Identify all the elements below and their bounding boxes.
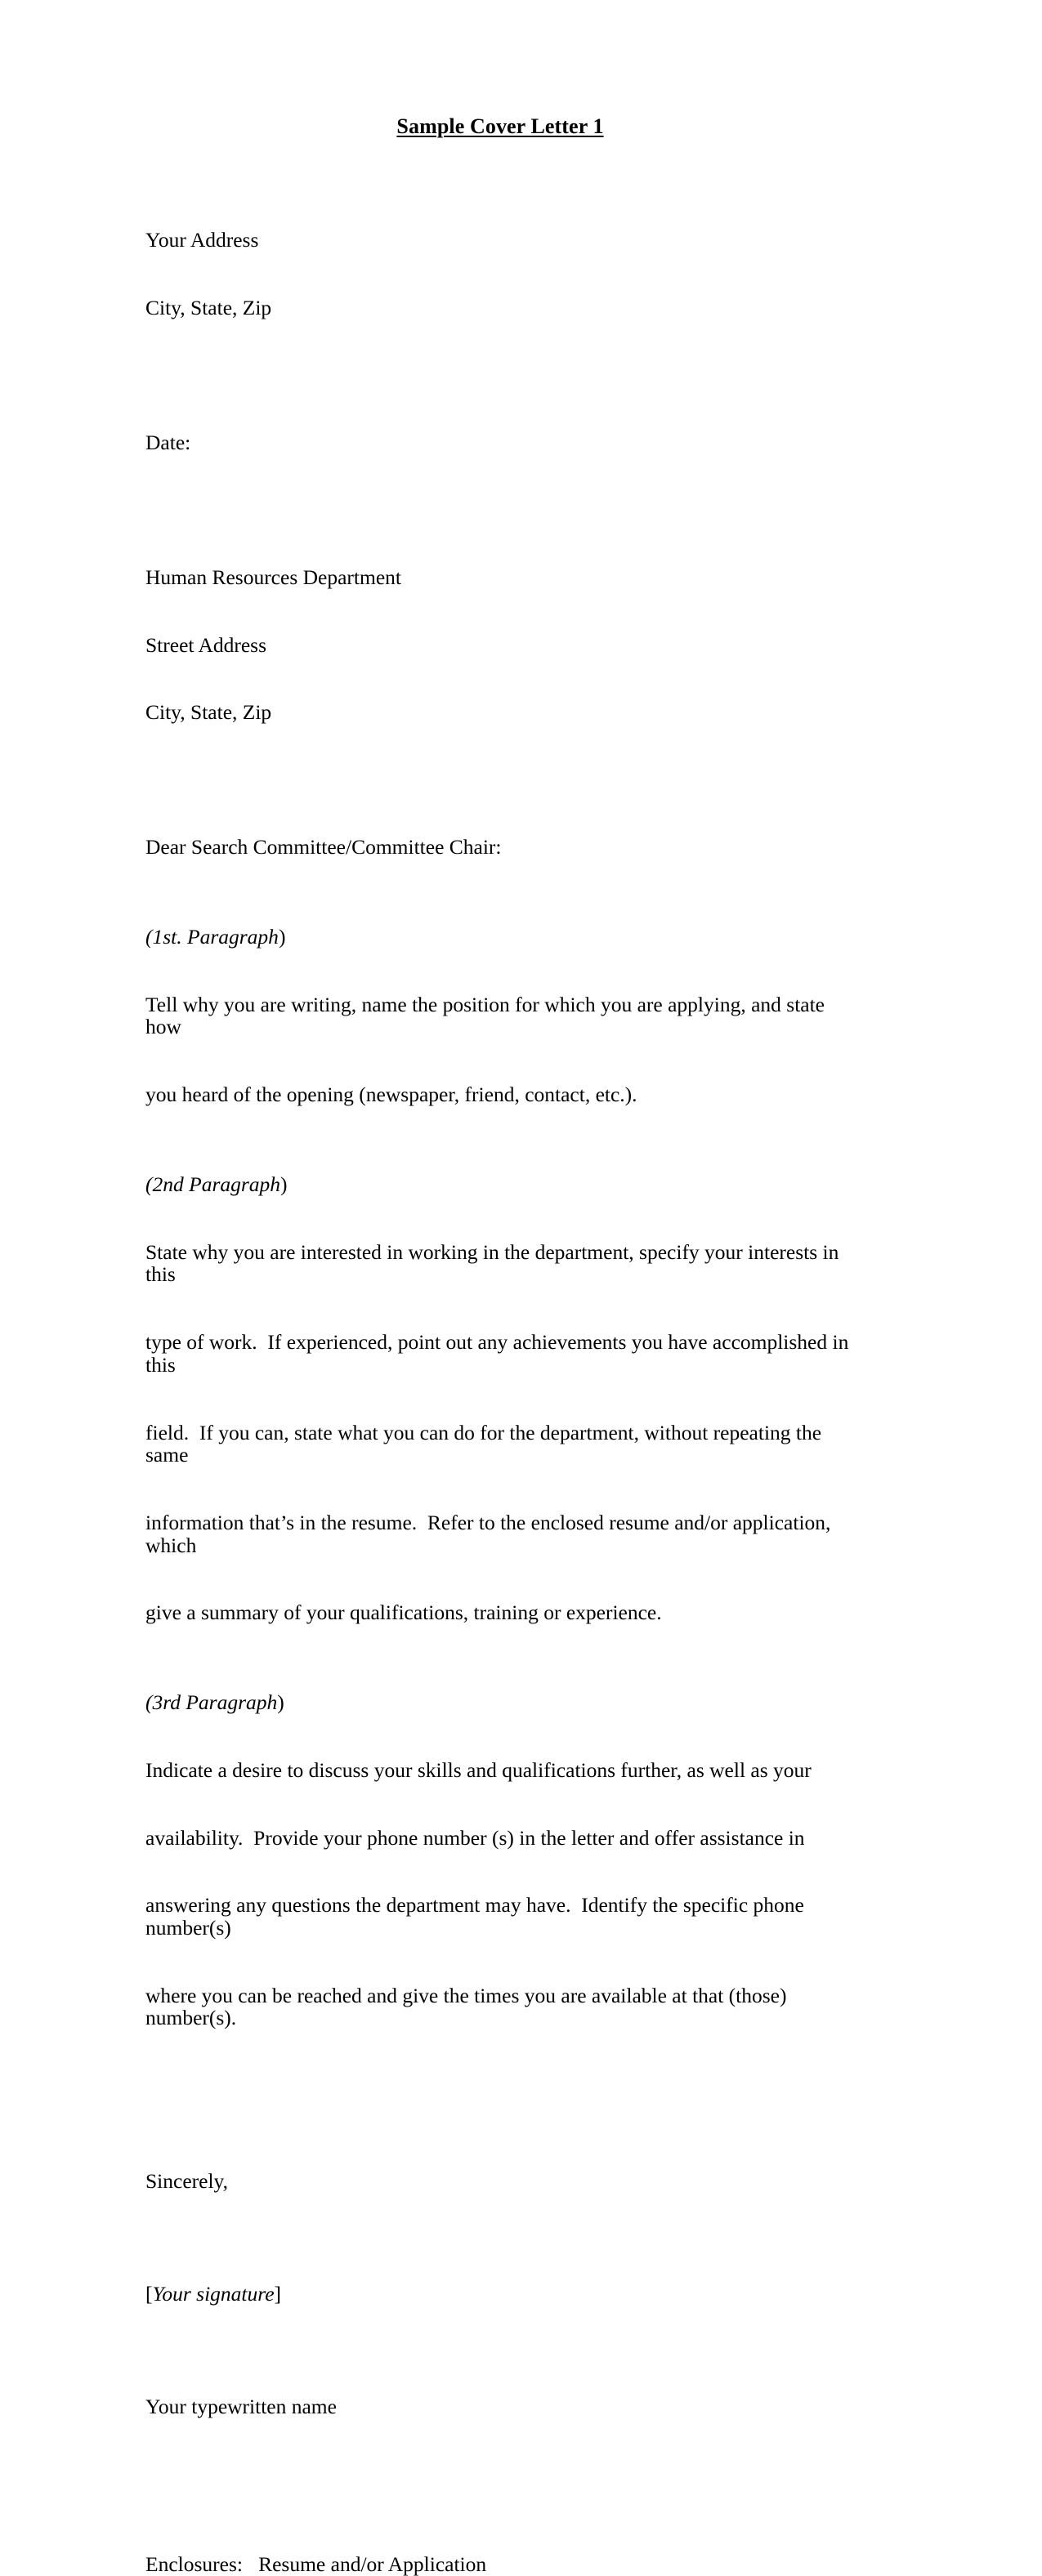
paragraph-1-line-1: Tell why you are writing, name the position for which you are applying, and state how bbox=[145, 992, 830, 1039]
page-title-text: Sample Cover Letter 1 bbox=[396, 114, 604, 138]
paragraph-3-heading-close-paren: ) bbox=[277, 1690, 284, 1715]
spacer-after-salutation bbox=[145, 904, 855, 926]
paragraph-2 bbox=[145, 1173, 855, 1669]
page-title bbox=[145, 0, 855, 139]
spacer-before-signature bbox=[145, 2238, 855, 2283]
spacer-after-title bbox=[145, 139, 855, 184]
paragraph-3-line-3: answering any questions the department may have. Identify the specific phone number(s) bbox=[145, 1893, 810, 1940]
paragraph-1-line-2: you heard of the opening (newspaper, friend, contact, etc.). bbox=[145, 1083, 637, 1107]
spacer-before-typed-name bbox=[145, 2306, 855, 2351]
paragraph-1-heading-text: (1st. Paragraph bbox=[145, 925, 279, 949]
paragraph-3-heading bbox=[145, 1691, 855, 1714]
paragraph-3-line-2: availability. Provide your phone number (s) in the letter and offer assistance in bbox=[145, 1825, 805, 1850]
typewritten-name-text: Your typewritten name bbox=[145, 2394, 337, 2418]
paragraph-1-heading bbox=[145, 926, 855, 949]
paragraph-3-line-1: Indicate a desire to discuss your skills and qualifications further, as well as your bbox=[145, 1757, 812, 1782]
signature-placeholder bbox=[145, 2283, 855, 2306]
closing-text: Sincerely, bbox=[145, 2169, 229, 2194]
recipient-address-line-3: City, State, Zip bbox=[145, 700, 272, 725]
paragraph-3-body bbox=[145, 1714, 855, 2075]
paragraph-2-line-2: type of work. If experienced, point out any achievements you have accomplished in this bbox=[145, 1330, 854, 1377]
paragraph-3-heading-text: (3rd Paragraph bbox=[145, 1690, 278, 1715]
closing bbox=[145, 2125, 855, 2238]
paragraph-2-heading bbox=[145, 1173, 855, 1196]
signature-open-bracket: [ bbox=[145, 2282, 153, 2306]
paragraph-2-line-1: State why you are interested in working in the department, specify your interests in this bbox=[145, 1239, 844, 1287]
recipient-address-line-2: Street Address bbox=[145, 632, 267, 657]
paragraph-1-body bbox=[145, 949, 855, 1151]
recipient-address-line-1: Human Resources Department bbox=[145, 565, 401, 589]
salutation-text: Dear Search Committee/Committee Chair: bbox=[145, 835, 502, 859]
spacer-after-paragraph-2 bbox=[145, 1669, 855, 1691]
sender-address-line-2: City, State, Zip bbox=[145, 295, 272, 319]
sender-address-block bbox=[145, 184, 855, 364]
spacer-after-sender-address bbox=[145, 364, 855, 386]
spacer-after-paragraph-1 bbox=[145, 1151, 855, 1173]
paragraph-2-line-5: give a summary of your qualifications, training or experience. bbox=[145, 1601, 662, 1625]
signature-close-bracket: ] bbox=[274, 2282, 282, 2306]
paragraph-2-heading-close-paren: ) bbox=[280, 1172, 288, 1197]
typewritten-name bbox=[145, 2351, 855, 2463]
paragraph-2-line-3: field. If you can, state what you can do for the department, without repeating the same bbox=[145, 1420, 827, 1467]
paragraph-2-heading-text: (2nd Paragraph bbox=[145, 1172, 281, 1197]
paragraph-2-line-4: information that’s in the resume. Refer to the enclosed resume and/or application, which bbox=[145, 1510, 836, 1557]
paragraph-2-body bbox=[145, 1196, 855, 1669]
signature-placeholder-text: Your signature bbox=[152, 2282, 275, 2306]
letter-body bbox=[145, 0, 855, 2575]
recipient-address-block bbox=[145, 521, 855, 770]
enclosures-line: Enclosures: Resume and/or Application bbox=[145, 2551, 487, 2576]
sender-address-line-1: Your Address bbox=[145, 228, 259, 252]
spacer-after-date bbox=[145, 499, 855, 521]
paragraph-3 bbox=[145, 1691, 855, 2074]
spacer-after-recipient-address bbox=[145, 769, 855, 791]
paragraph-1-heading-close-paren: ) bbox=[278, 925, 286, 949]
spacer-before-enclosures bbox=[145, 2463, 855, 2553]
date-line bbox=[145, 386, 855, 499]
spacer-before-closing bbox=[145, 2074, 855, 2125]
salutation bbox=[145, 791, 855, 904]
date-label: Date: bbox=[145, 430, 191, 454]
paragraph-3-line-4: where you can be reached and give the times you are available at that (those) number(s). bbox=[145, 1983, 792, 2030]
paragraph-1 bbox=[145, 926, 855, 1151]
